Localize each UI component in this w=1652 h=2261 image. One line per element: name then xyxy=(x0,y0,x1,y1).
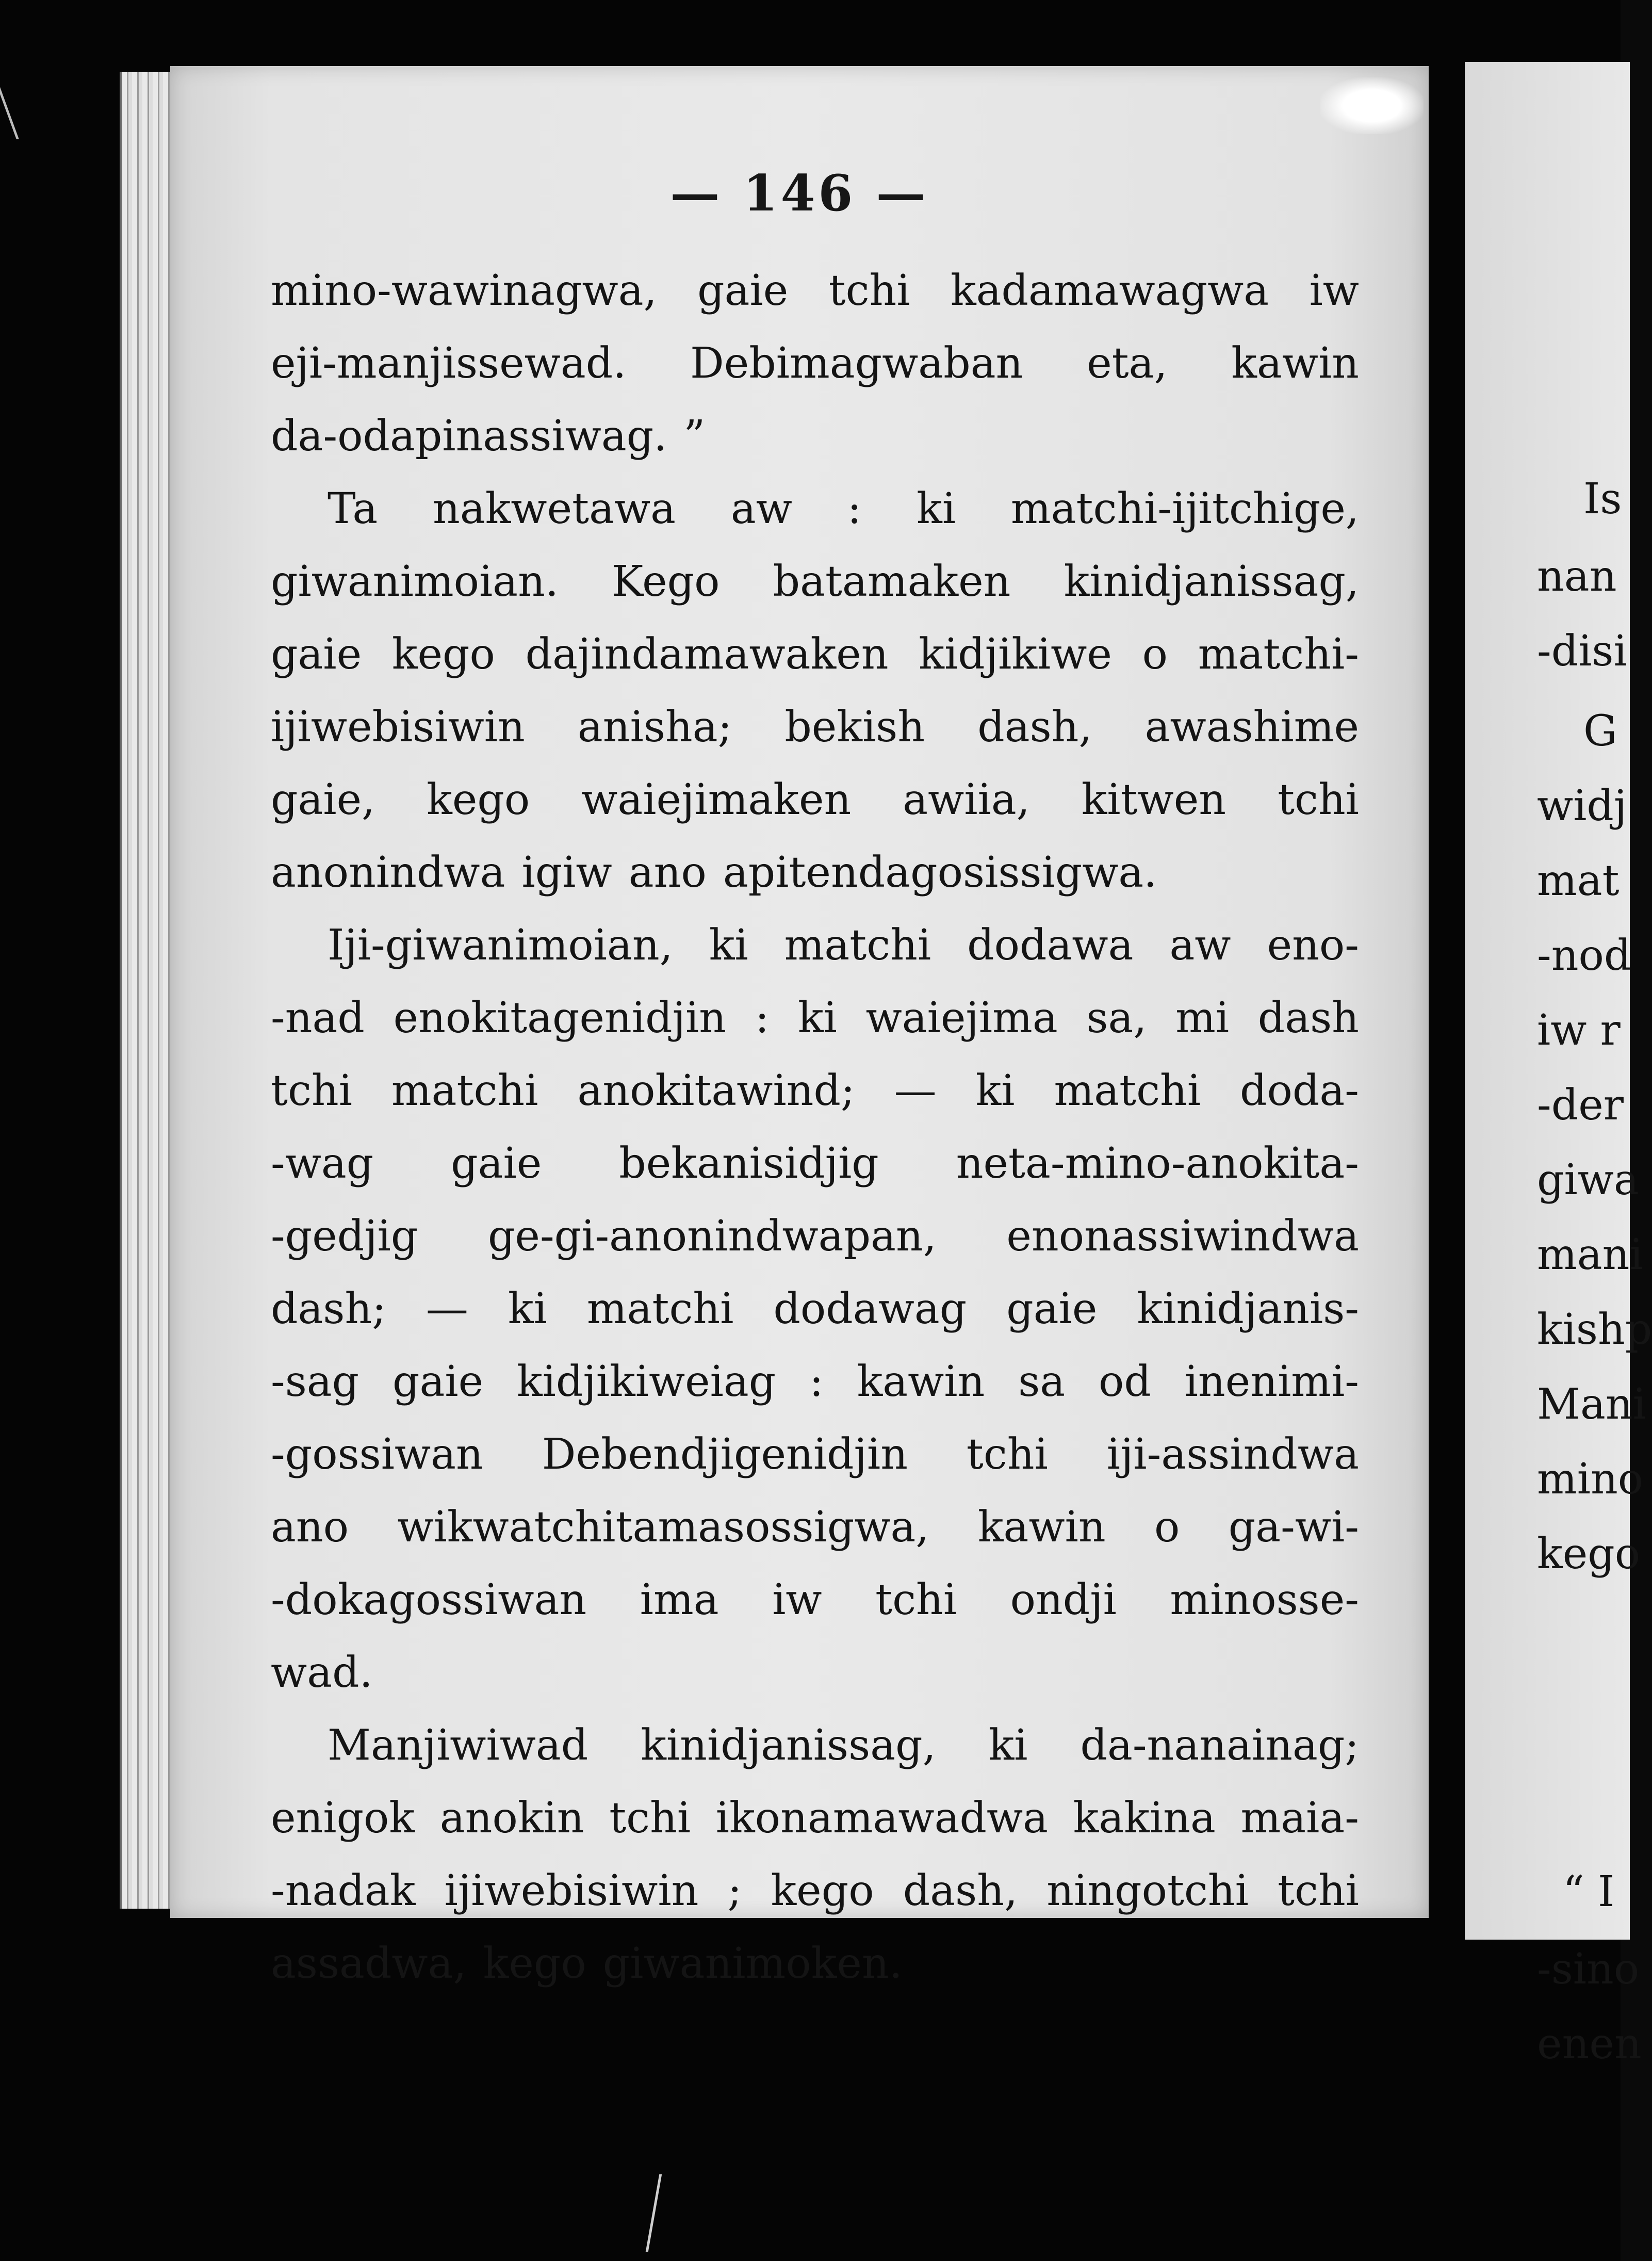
facing-line: iw r xyxy=(1537,1006,1621,1055)
scan-artifact-mark xyxy=(0,77,50,139)
facing-line: giwa xyxy=(1537,1156,1639,1205)
book-gutter xyxy=(1429,57,1465,1934)
text-line: Ta nakwetawa aw : ki matchi-ijitchige, xyxy=(328,484,1359,533)
book-page xyxy=(170,66,1429,1988)
text-line: gaie, kego waiejimaken awiia, kitwen tchi xyxy=(271,775,1359,824)
text-line: giwanimoian. Kego batamaken kinidjanissag, xyxy=(271,557,1359,606)
facing-line: -sino xyxy=(1537,1945,1640,1994)
facing-line: enen xyxy=(1537,2020,1642,2069)
facing-line: -nod xyxy=(1537,931,1631,980)
text-line: ano wikwatchitamasossigwa, kawin o ga-wi- xyxy=(271,1503,1359,1552)
text-line: eji-manjissewad. Debimagwaban eta, kawin xyxy=(271,339,1359,388)
text-line: -nad enokitagenidjin : ki waiejima sa, mi dash xyxy=(271,994,1359,1043)
facing-line: mat xyxy=(1537,856,1620,905)
text-line: mino-wawinagwa, gaie tchi kadamawagwa iw xyxy=(271,266,1359,315)
facing-line: -der xyxy=(1537,1081,1624,1130)
text-line: -dokagossiwan ima iw tchi ondji minosse- xyxy=(271,1575,1359,1624)
text-line: anonindwa igiw ano apitendagosissigwa. xyxy=(271,848,1157,897)
text-line: -wag gaie bekanisidjig neta-mino-anokita- xyxy=(271,1139,1359,1188)
text-line: -gedjig ge-gi-anonindwapan, enonassiwindwa xyxy=(271,1212,1359,1261)
text-line: Manjiwiwad kinidjanissag, ki da-nanainag; xyxy=(328,1721,1359,1770)
text-line: -nadak ijiwebisiwin ; kego dash, ningotchi tchi xyxy=(271,1866,1359,1915)
facing-line: Mani xyxy=(1537,1380,1646,1429)
text-line: ijiwebisiwin anisha; bekish dash, awashime xyxy=(271,703,1359,752)
text-line: -sag gaie kidjikiweiag : kawin sa od inenimi- xyxy=(271,1357,1359,1406)
text-line: wad. xyxy=(271,1648,373,1697)
scan-artifact-mark xyxy=(646,2174,677,2252)
text-line: -gossiwan Debendjigenidjin tchi iji-assindwa xyxy=(271,1430,1359,1479)
text-line: gaie kego dajindamawaken kidjikiwe o matchi- xyxy=(271,630,1359,679)
text-line: assadwa, kego giwanimoken. xyxy=(271,1939,903,1988)
text-line: da-odapinassiwag. ” xyxy=(271,412,706,461)
facing-line: kishp xyxy=(1537,1305,1652,1354)
page-text xyxy=(271,254,1359,2000)
facing-line: Is xyxy=(1583,475,1622,524)
text-line: tchi matchi anokitawind; — ki matchi doda- xyxy=(271,1066,1359,1115)
text-line: dash; — ki matchi dodawag gaie kinidjanis- xyxy=(271,1284,1359,1333)
text-line: Iji-giwanimoian, ki matchi dodawa aw eno- xyxy=(328,921,1359,970)
facing-line: kego xyxy=(1537,1530,1641,1579)
facing-line: mino xyxy=(1537,1455,1644,1504)
facing-line: widj xyxy=(1537,782,1627,831)
facing-page-fragment xyxy=(1465,62,1652,2069)
facing-line: “ I xyxy=(1563,1867,1615,1916)
facing-line: nan xyxy=(1537,552,1617,601)
text-line: enigok anokin tchi ikonamawadwa kakina maia- xyxy=(271,1794,1359,1843)
scan-smudge xyxy=(1320,77,1424,134)
page-number: — 146 — xyxy=(670,164,929,222)
facing-line: G xyxy=(1583,707,1617,756)
facing-line: mani xyxy=(1537,1230,1643,1279)
facing-line: -disi xyxy=(1537,627,1627,676)
